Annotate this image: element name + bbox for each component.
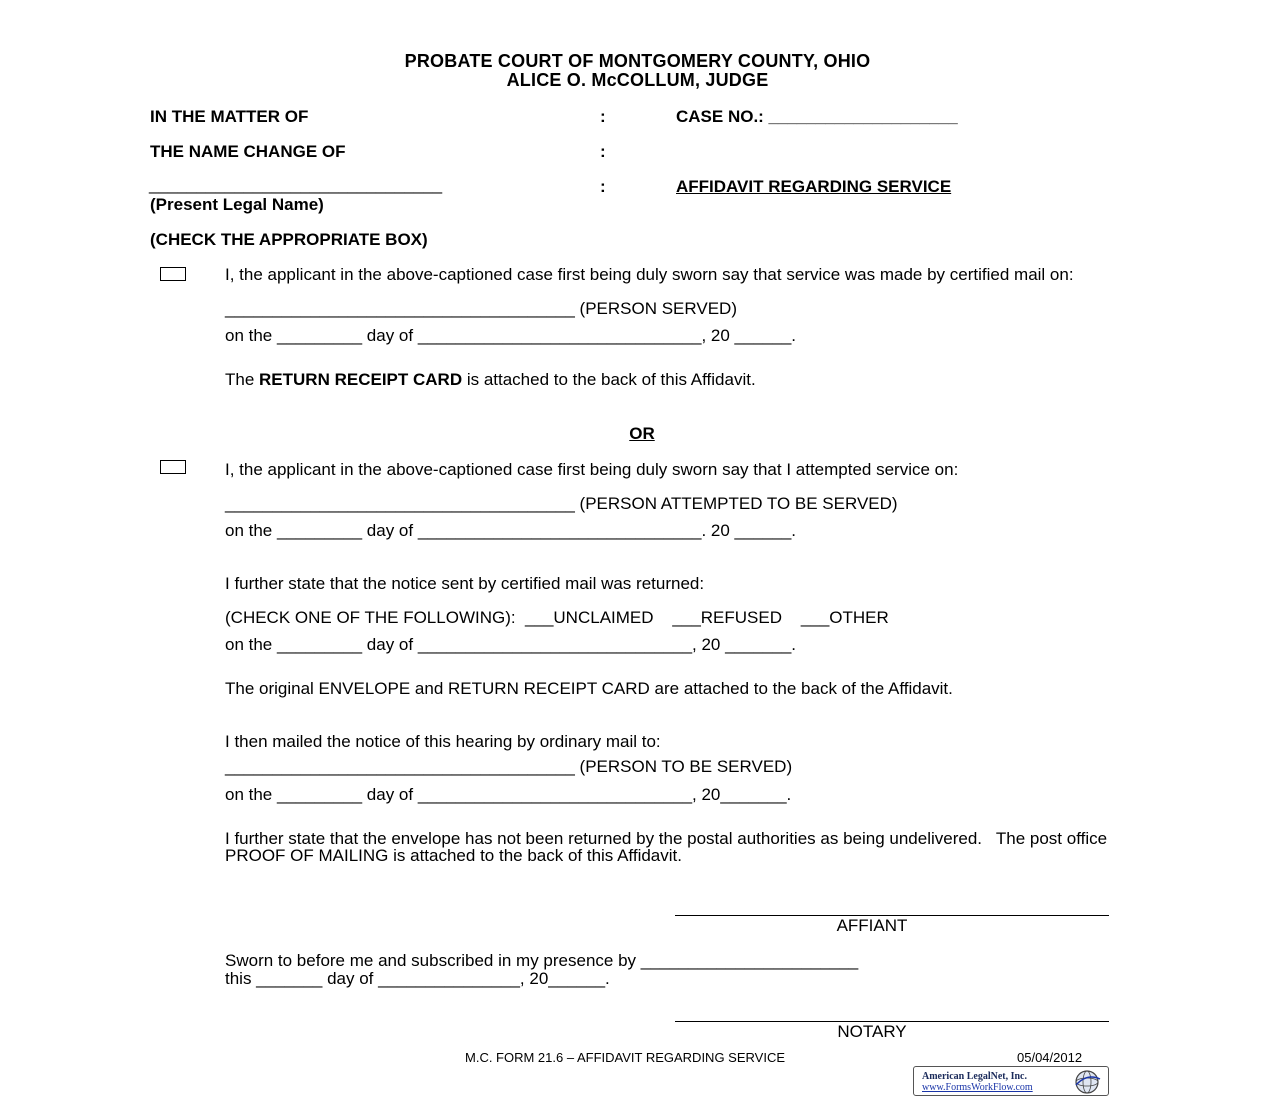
person-to-be-served-line[interactable]: _____________________________________ (PERSON TO BE SERVED) xyxy=(225,757,793,776)
check-box-instruction: (CHECK THE APPROPRIATE BOX) xyxy=(150,230,428,249)
court-name: PROBATE COURT OF MONTGOMERY COUNTY, OHIO xyxy=(404,51,871,71)
person-served-line[interactable]: _____________________________________ (PERSON SERVED) xyxy=(225,299,737,318)
person-attempted-line[interactable]: _____________________________________ (PERSON ATTEMPTED TO BE SERVED) xyxy=(225,494,898,513)
american-legalnet-logo[interactable] xyxy=(913,1066,1109,1096)
returned-date-line[interactable]: on the _________ day of _____________________________, 20 _______. xyxy=(225,635,797,654)
judge-name: ALICE O. McCOLLUM, JUDGE xyxy=(506,70,769,90)
form-date: 05/04/2012 xyxy=(1017,1050,1083,1065)
caption-colon: : xyxy=(600,142,606,161)
mailed-date-line[interactable]: on the _________ day of _____________________________, 20_______. xyxy=(225,785,792,804)
caption-colon: : xyxy=(600,107,606,126)
notary-label: NOTARY xyxy=(837,1022,907,1041)
sworn-line-1[interactable]: Sworn to before me and subscribed in my presence by _______________________ xyxy=(225,951,859,970)
check-one-options[interactable]: (CHECK ONE OF THE FOLLOWING): ___UNCLAIMED ___REFUSED ___OTHER xyxy=(225,608,889,627)
return-receipt-statement xyxy=(225,371,756,388)
section1-statement: I, the applicant in the above-captioned case first being duly sworn say that service was made by certified mail on: xyxy=(225,265,1074,284)
envelope-attached-text: The original ENVELOPE and RETURN RECEIPT CARD are attached to the back of the Affidavit. xyxy=(225,679,953,698)
matter-of-label: IN THE MATTER OF xyxy=(150,107,309,126)
certified-mail-served-checkbox[interactable] xyxy=(160,267,186,281)
logo-company: American LegalNet, Inc. xyxy=(922,1071,1027,1082)
attempted-service-checkbox[interactable] xyxy=(160,460,186,474)
not-returned-text: I further state that the envelope has not been returned by the postal authorities as being undelivered. The post office PROOF OF MAILING is attached to the back of this Affidavit. xyxy=(225,829,1112,865)
receipt-post-text: is attached to the back of this Affidavit. xyxy=(462,370,756,389)
name-change-label: THE NAME CHANGE OF xyxy=(150,142,346,161)
affiant-label: AFFIANT xyxy=(836,916,908,935)
case-number-field[interactable]: CASE NO.: ____________________ xyxy=(676,107,958,126)
sworn-line-2[interactable]: this _______ day of _______________, 20______. xyxy=(225,969,610,988)
section1-date-line[interactable]: on the _________ day of ______________________________, 20 ______. xyxy=(225,326,797,345)
globe-icon xyxy=(1070,1069,1104,1095)
or-separator: OR xyxy=(629,424,655,443)
caption-colon: : xyxy=(600,177,606,196)
section2-date-line[interactable]: on the _________ day of ______________________________. 20 ______. xyxy=(225,521,797,540)
form-name: M.C. FORM 21.6 – AFFIDAVIT REGARDING SERVICE xyxy=(465,1050,786,1065)
logo-url[interactable]: www.FormsWorkFlow.com xyxy=(922,1082,1033,1093)
receipt-bold-text: RETURN RECEIPT CARD xyxy=(259,370,463,389)
receipt-pre-text: The xyxy=(225,370,260,389)
present-name-field[interactable]: _______________________________ xyxy=(149,175,443,194)
present-legal-name-label: (Present Legal Name) xyxy=(150,195,324,214)
document-title: AFFIDAVIT REGARDING SERVICE xyxy=(676,177,952,196)
ordinary-mail-text: I then mailed the notice of this hearing by ordinary mail to: xyxy=(225,732,661,751)
section2-statement: I, the applicant in the above-captioned case first being duly sworn say that I attempted service on: xyxy=(225,460,959,479)
further-state-text: I further state that the notice sent by certified mail was returned: xyxy=(225,574,705,593)
